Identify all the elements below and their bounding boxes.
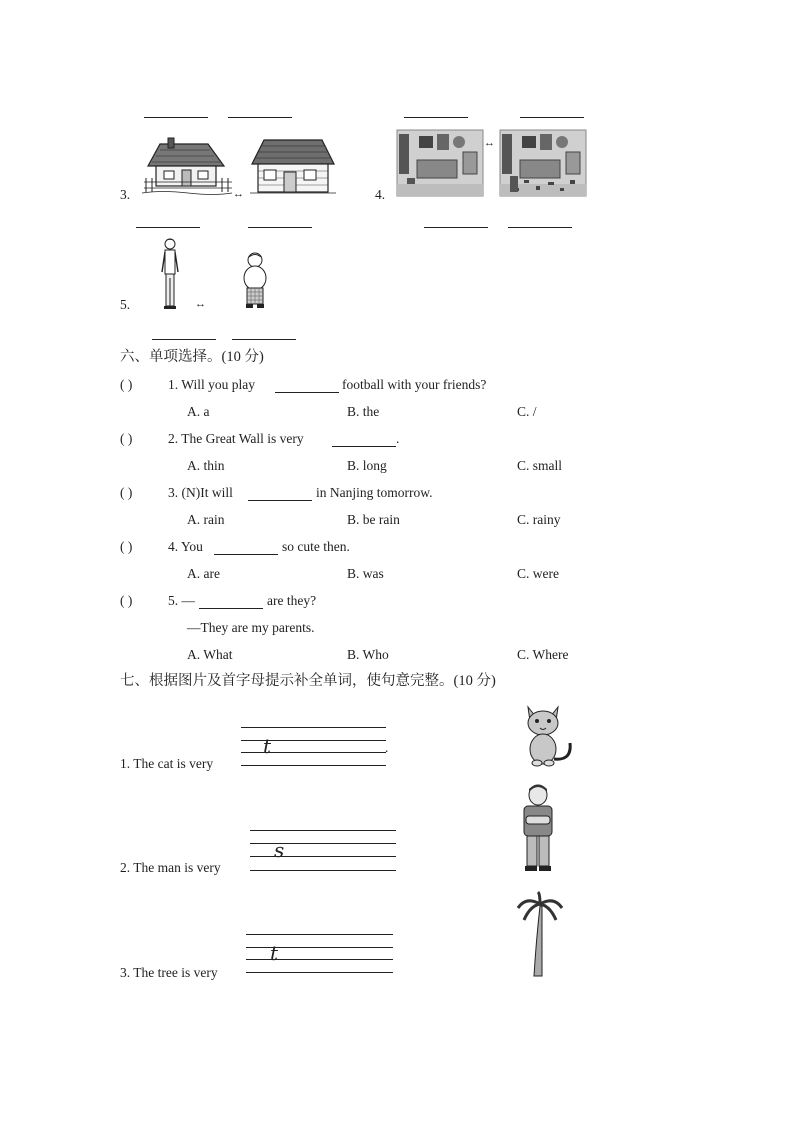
question-2-stem-end: .	[396, 431, 400, 446]
new-big-house-image	[250, 136, 336, 196]
answer-line-q3-left-bottom[interactable]	[136, 227, 200, 228]
question-3-stem-start: 3. (N)It will	[168, 485, 233, 500]
question-5-blank[interactable]	[199, 608, 263, 609]
question-2-option-a[interactable]: A. thin	[187, 458, 225, 473]
question-3-blank[interactable]	[248, 500, 312, 501]
question-1-option-a[interactable]: A. a	[187, 404, 210, 419]
short-fat-man-image	[240, 252, 270, 310]
answer-line-q3-right-top[interactable]	[228, 117, 292, 118]
question-5-stem-start: 5. —	[168, 593, 195, 608]
question-3-option-b[interactable]: B. be rain	[347, 512, 400, 527]
question-2-blank[interactable]	[332, 446, 396, 447]
question-4-option-a[interactable]: A. are	[187, 566, 220, 581]
tall-thin-man-image	[158, 238, 182, 310]
answer-line-q5-left[interactable]	[152, 339, 216, 340]
fill-item-1-period: .	[385, 740, 389, 755]
hint-letter-2: s	[274, 838, 285, 862]
fill-item-1-text: 1. The cat is very	[120, 756, 214, 771]
question-5-option-c[interactable]: C. Where	[517, 647, 569, 662]
question-5-option-b[interactable]: B. Who	[347, 647, 389, 662]
fill-item-2-text: 2. The man is very	[120, 860, 221, 875]
answer-paren-3[interactable]: ( )	[120, 485, 133, 500]
answer-line-q4-left-top[interactable]	[404, 117, 468, 118]
answer-paren-1[interactable]: ( )	[120, 377, 133, 392]
question-2-option-b[interactable]: B. long	[347, 458, 387, 473]
answer-line-q5-right[interactable]	[232, 339, 296, 340]
answer-paren-4[interactable]: ( )	[120, 539, 133, 554]
answer-line-q4-right-top[interactable]	[520, 117, 584, 118]
answer-line-q3-left-top[interactable]	[144, 117, 208, 118]
question-1-stem-start: 1. Will you play	[168, 377, 255, 392]
question-1-stem-end: football with your friends?	[342, 377, 487, 392]
answer-line-q4-right-bottom[interactable]	[508, 227, 572, 228]
answer-paren-5[interactable]: ( )	[120, 593, 133, 608]
question-number-3: 3.	[120, 187, 131, 202]
question-4-option-b[interactable]: B. was	[347, 566, 384, 581]
answer-line-q3-right-bottom[interactable]	[248, 227, 312, 228]
question-2-option-c[interactable]: C. small	[517, 458, 563, 473]
tall-palm-tree-image	[516, 892, 564, 978]
question-4-stem-end: so cute then.	[282, 539, 350, 554]
question-4-blank[interactable]	[214, 554, 278, 555]
section7-heading: 七、根据图片及首字母提示补全单词，使句意完整。(10 分)	[120, 673, 496, 689]
messy-room-image	[500, 130, 586, 196]
fill-item-3-text: 3. The tree is very	[120, 965, 218, 980]
four-line-writing-grid-1[interactable]	[241, 727, 389, 765]
question-3-option-c[interactable]: C. rainy	[517, 512, 561, 527]
answer-paren-2[interactable]: ( )	[120, 431, 133, 446]
question-number-4: 4.	[375, 187, 386, 202]
question-4-option-c[interactable]: C. were	[517, 566, 559, 581]
question-1-option-b[interactable]: B. the	[347, 404, 380, 419]
strong-man-image	[518, 784, 558, 872]
hint-letter-1: t	[263, 734, 272, 758]
question-5-option-a[interactable]: A. What	[187, 647, 233, 662]
arrow-q4: ↔	[484, 137, 495, 149]
arrow-q3: ↔	[233, 188, 244, 200]
old-small-house-image	[142, 136, 234, 196]
four-line-writing-grid-2[interactable]	[250, 830, 396, 870]
question-5-answer-line: —They are my parents.	[187, 620, 315, 635]
arrow-q5: ↔	[195, 298, 206, 310]
question-1-option-c[interactable]: C. /	[517, 404, 537, 419]
section6-heading: 六、单项选择。(10 分)	[120, 349, 264, 365]
four-line-writing-grid-3[interactable]	[246, 934, 393, 972]
hint-letter-3: t	[270, 941, 279, 965]
question-2-stem-start: 2. The Great Wall is very	[168, 431, 304, 446]
tidy-room-image	[397, 130, 483, 196]
question-4-stem-start: 4. You	[168, 539, 203, 554]
cat-image	[520, 703, 578, 767]
question-3-option-a[interactable]: A. rain	[187, 512, 225, 527]
question-5-stem-end: are they?	[267, 593, 317, 608]
question-1-blank[interactable]	[275, 392, 339, 393]
question-number-5: 5.	[120, 297, 131, 312]
question-3-stem-end: in Nanjing tomorrow.	[316, 485, 433, 500]
answer-line-q4-left-bottom[interactable]	[424, 227, 488, 228]
